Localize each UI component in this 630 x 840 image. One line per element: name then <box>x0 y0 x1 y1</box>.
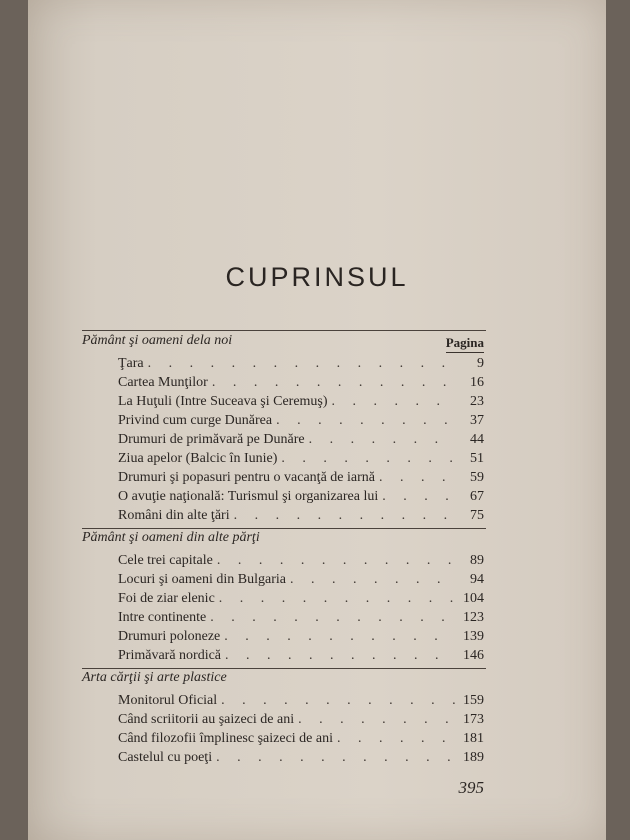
page-column-header: Pagina <box>446 335 484 353</box>
toc-entry: Privind cum curge Dunărea . . . 37 <box>118 413 484 431</box>
page-number: 395 <box>458 778 484 797</box>
toc-entry: Drumuri poloneze . . . 139 <box>118 629 484 647</box>
section-heading: Arta cărţii şi arte plastice <box>82 670 227 685</box>
toc-entry: Cartea Munţilor . . . 16 <box>118 375 484 393</box>
section-rule <box>82 668 486 669</box>
toc-entry: O avuţie naţională: Turismul şi organizarea lui . . . 67 <box>118 489 484 507</box>
toc-entry: Monitorul Oficial . . . 159 <box>118 693 484 711</box>
toc-entry: Locuri şi oameni din Bulgaria . . . 94 <box>118 572 484 590</box>
toc-entry: Intre continente . . . 123 <box>118 610 484 628</box>
toc-entry: Cele trei capitale . . . 89 <box>118 553 484 571</box>
toc-entry: Foi de ziar elenic . . . 104 <box>118 591 484 609</box>
toc-entry: Drumuri de primăvară pe Dunăre . . . 44 <box>118 432 484 450</box>
section-heading: Pământ şi oameni din alte părţi <box>82 530 260 545</box>
toc-entry: Când scriitorii au şaizeci de ani . . . 173 <box>118 712 484 730</box>
toc-entry: Români din alte ţări . . . 75 <box>118 508 484 526</box>
section-rule <box>82 528 486 529</box>
page-title: CUPRINSUL <box>225 262 409 292</box>
section-heading: Pământ şi oameni dela noi <box>82 333 233 348</box>
toc-entry: Drumuri şi popasuri pentru o vacanţă de iarnă . . . 59 <box>118 470 484 488</box>
top-rule <box>82 330 486 331</box>
toc-entry: Ţara . . . 9 <box>118 356 484 374</box>
toc-entry: La Huţuli (Intre Suceava şi Ceremuş) . . . 23 <box>118 394 484 412</box>
toc-entry: Când filozofii împlinesc şaizeci de ani . . . 181 <box>118 731 484 749</box>
toc-entry: Primăvară nordică . . . 146 <box>118 648 484 666</box>
toc-entry: Ziua apelor (Balcic în Iunie) . . . 51 <box>118 451 484 469</box>
toc-entry: Castelul cu poeţi . . . 189 <box>118 750 484 768</box>
book-page <box>28 0 606 840</box>
